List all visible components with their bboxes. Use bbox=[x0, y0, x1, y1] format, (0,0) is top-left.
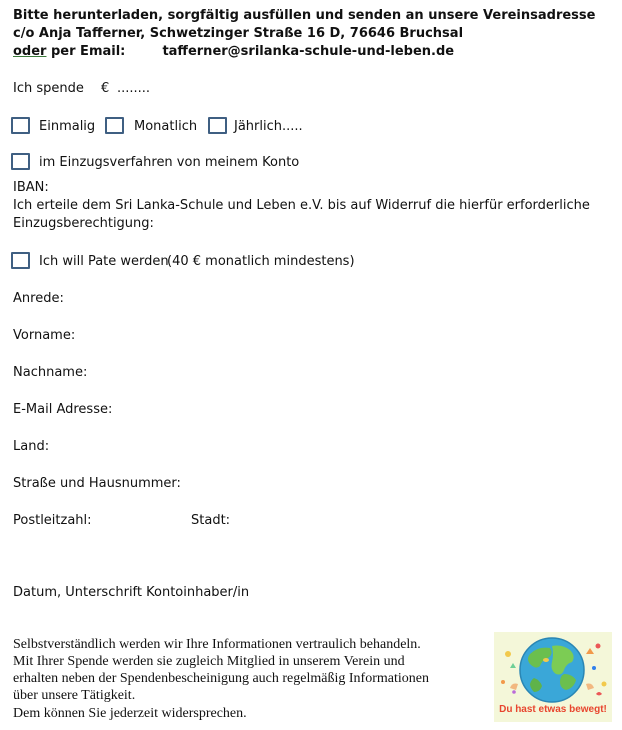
label-monthly: Monatlich bbox=[134, 119, 198, 134]
mandate-text-line2: Einzugsberechtigung: bbox=[13, 216, 154, 231]
header-email-label: per Email: bbox=[51, 44, 126, 59]
logo-caption: Du hast etwas bewegt! bbox=[499, 704, 607, 715]
field-land: Land: bbox=[13, 439, 50, 454]
field-nachname: Nachname: bbox=[13, 365, 88, 380]
footer-line5: Dem können Sie jederzeit widersprechen. bbox=[13, 706, 247, 721]
checkbox-direct-debit[interactable] bbox=[11, 153, 30, 170]
field-stadt: Stadt: bbox=[191, 513, 231, 528]
header-or-label: oder bbox=[13, 44, 47, 59]
donation-amount-field[interactable]: ........ bbox=[117, 81, 151, 96]
mandate-text-line1: Ich erteile dem Sri Lanka-Schule und Leben e.V. bis auf Widerruf die hierfür erforderliche bbox=[13, 198, 590, 213]
footer-line3: erhalten neben der Spendenbescheinigung auch regelmäßig Informationen bbox=[13, 671, 429, 686]
header-email-address[interactable]: tafferner@srilanka-schule-und-leben.de bbox=[162, 44, 455, 59]
header-line-postal-address: c/o Anja Tafferner, Schwetzinger Straße 16 D, 76646 Bruchsal bbox=[13, 26, 464, 41]
footer-line4: über unsere Tätigkeit. bbox=[13, 688, 136, 703]
checkbox-monthly[interactable] bbox=[105, 117, 124, 134]
checkbox-sponsor[interactable] bbox=[11, 252, 30, 269]
checkbox-once[interactable] bbox=[11, 117, 30, 134]
header-line-address-intro: Bitte herunterladen, sorgfältig ausfüllen und senden an unsere Vereinsadresse bbox=[13, 8, 596, 23]
donation-label: Ich spende bbox=[13, 81, 84, 96]
label-sponsor: Ich will Pate werden bbox=[39, 254, 169, 269]
footer-line2: Mit Ihrer Spende werden sie zugleich Mitglied in unserem Verein und bbox=[13, 654, 405, 669]
field-strasse: Straße und Hausnummer: bbox=[13, 476, 181, 491]
field-vorname: Vorname: bbox=[13, 328, 76, 343]
sponsor-note: (40 € monatlich mindestens) bbox=[167, 254, 355, 269]
donation-currency: € bbox=[101, 81, 110, 96]
field-anrede: Anrede: bbox=[13, 291, 64, 306]
field-email: E-Mail Adresse: bbox=[13, 402, 113, 417]
iban-label: IBAN: bbox=[13, 180, 49, 195]
label-direct-debit: im Einzugsverfahren von meinem Konto bbox=[39, 155, 300, 170]
label-once: Einmalig bbox=[39, 119, 96, 134]
field-plz: Postleitzahl: bbox=[13, 513, 92, 528]
header-line-email bbox=[13, 44, 454, 59]
footer-line1: Selbstverständlich werden wir Ihre Informationen vertraulich behandeln. bbox=[13, 637, 421, 652]
label-yearly: Jährlich..... bbox=[234, 119, 303, 134]
checkbox-yearly[interactable] bbox=[208, 117, 227, 134]
globe-logo bbox=[494, 632, 612, 722]
signature-label: Datum, Unterschrift Kontoinhaber/in bbox=[13, 585, 250, 600]
